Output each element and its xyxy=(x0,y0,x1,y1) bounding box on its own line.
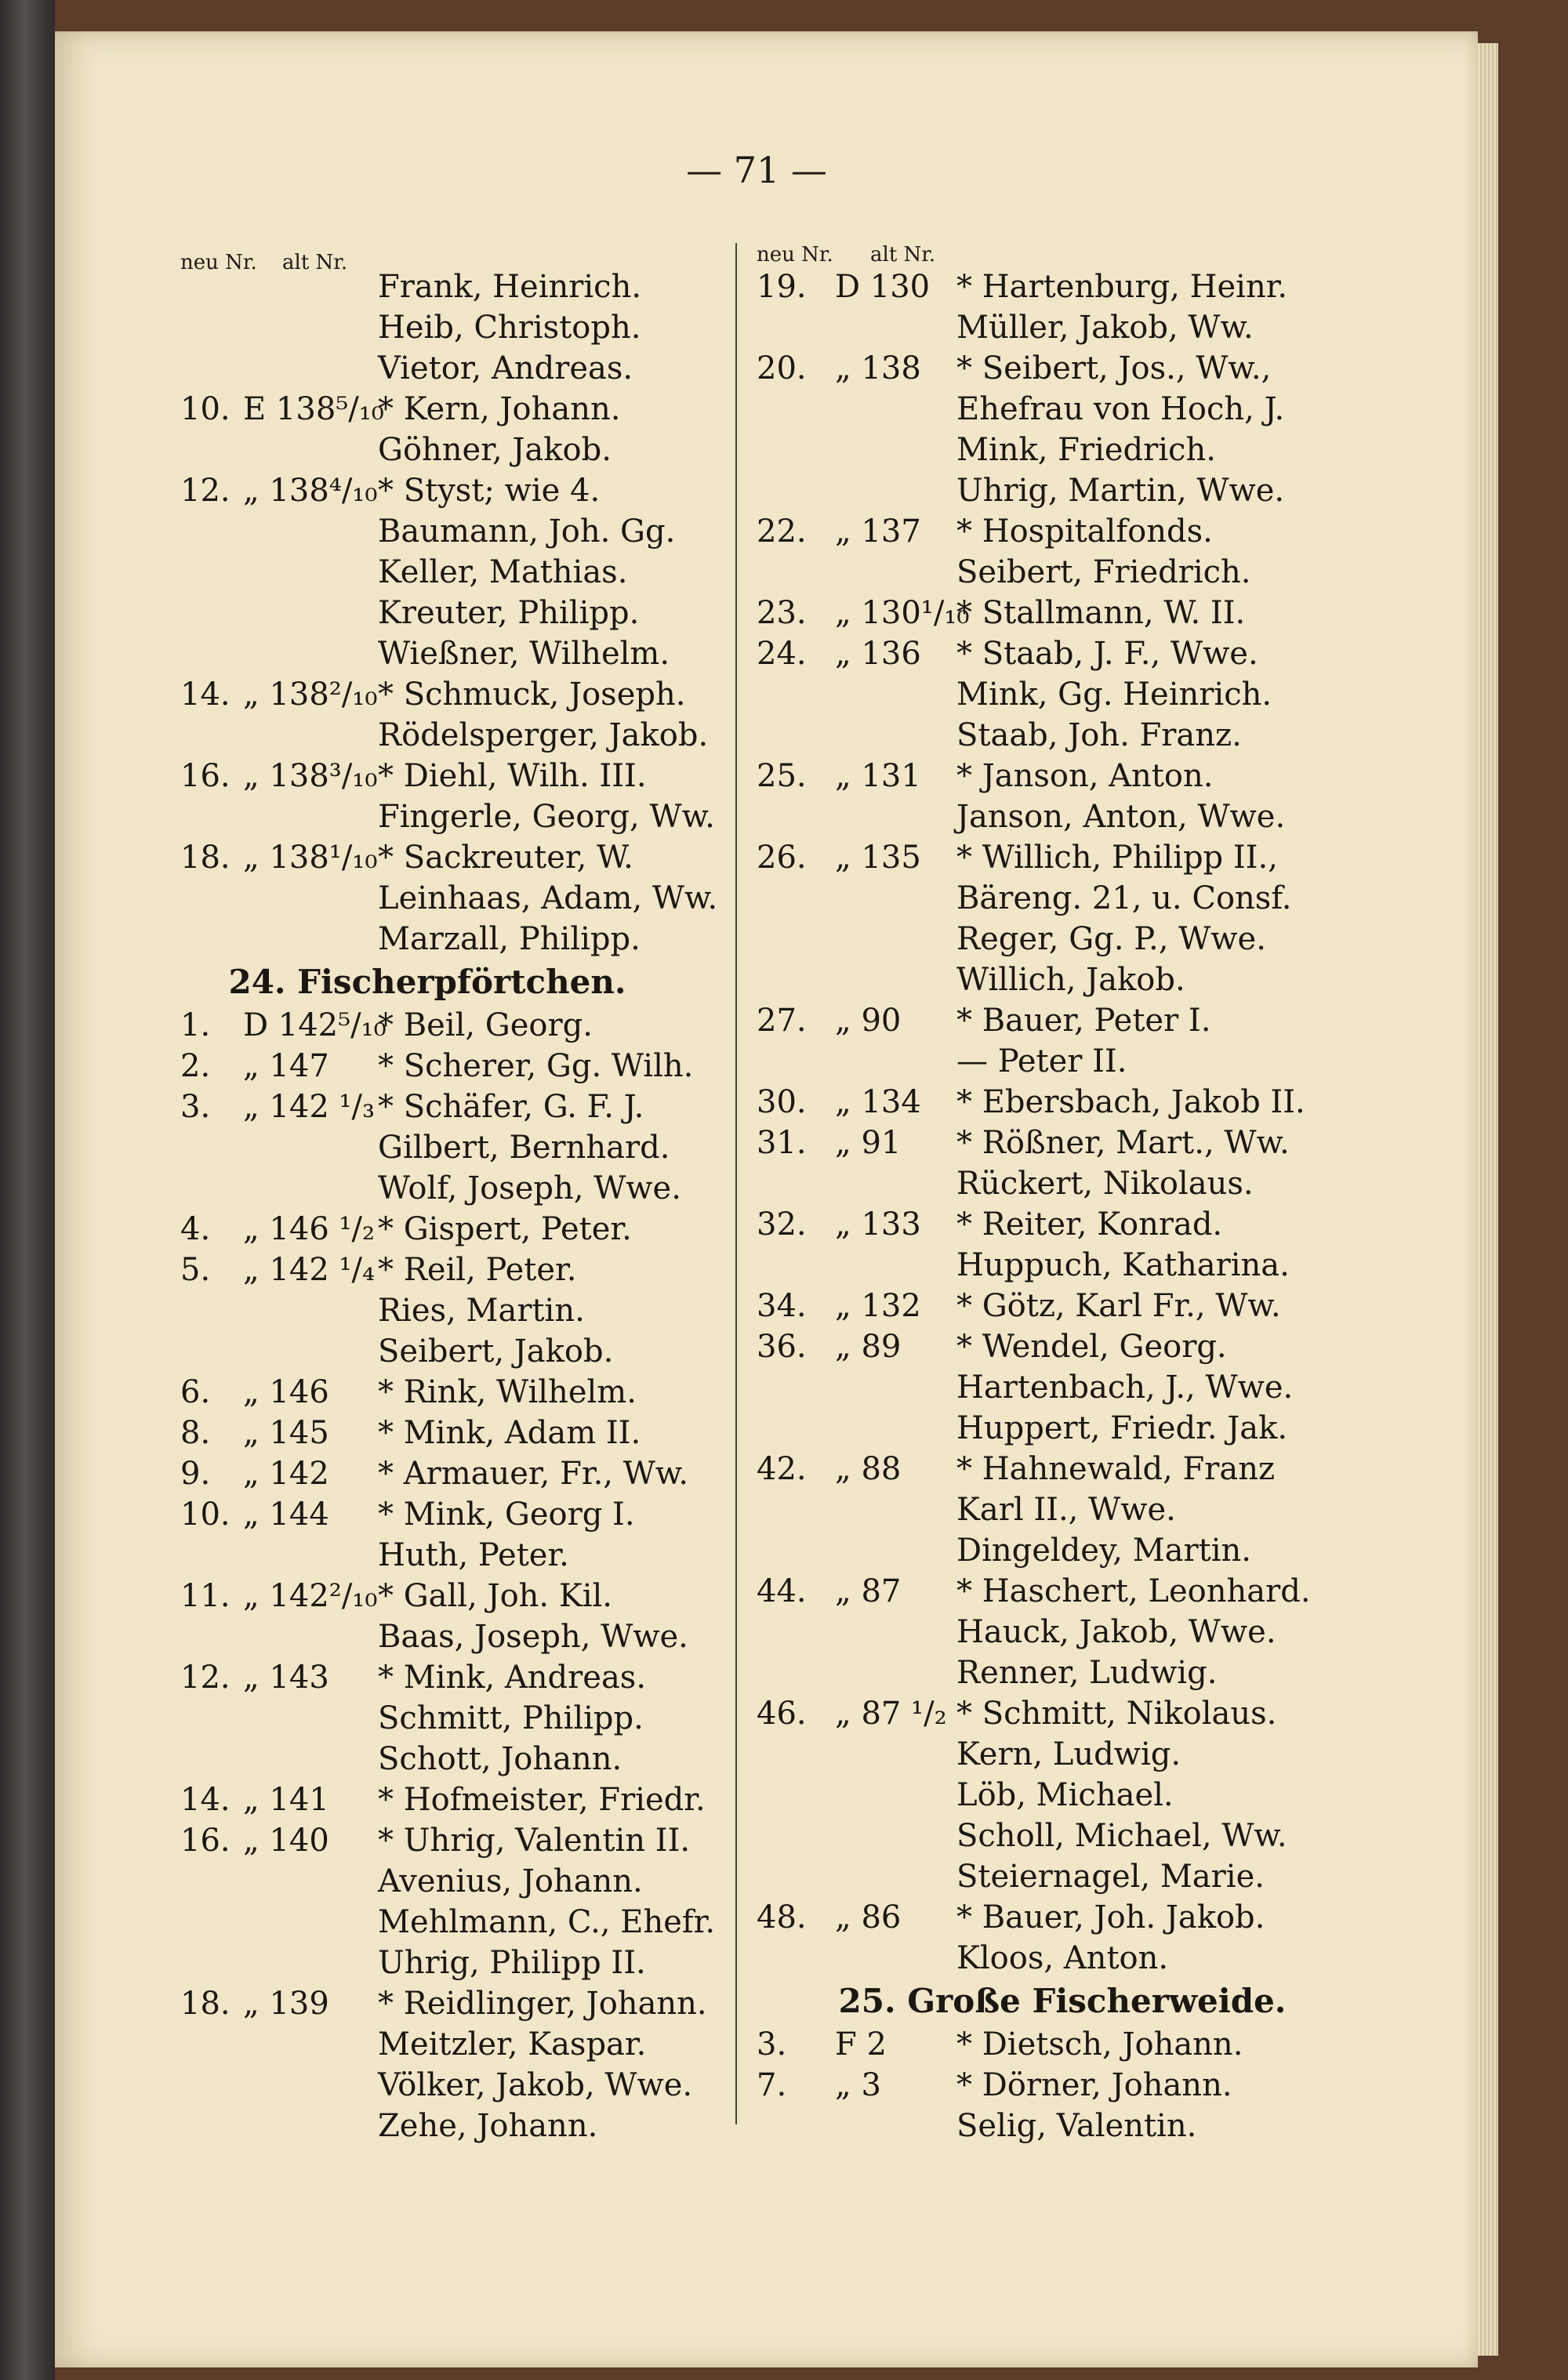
old-number: „ 3 xyxy=(835,2067,881,2103)
list-item xyxy=(125,593,729,633)
list-item xyxy=(125,430,729,470)
resident-name: Mehlmann, C., Ehefr. xyxy=(378,1904,716,1940)
resident-name: * Hahnewald, Franz xyxy=(956,1451,1276,1487)
old-number: „ 147 xyxy=(243,1048,329,1084)
resident-name: * Styst; wie 4. xyxy=(378,473,601,509)
new-number: 46. xyxy=(757,1696,807,1732)
resident-name: * Reil, Peter. xyxy=(378,1252,577,1288)
resident-name: * Dörner, Johann. xyxy=(956,2067,1232,2103)
list-item xyxy=(757,756,1368,796)
list-item xyxy=(125,470,729,511)
old-number: „ 142 ¹/₃ xyxy=(243,1089,376,1125)
list-item xyxy=(125,1290,729,1331)
list-item xyxy=(757,1326,1368,1367)
section-title: 25. Große Fischerweide. xyxy=(838,1982,1287,2020)
resident-name: * Ebersbach, Jakob II. xyxy=(956,1084,1305,1120)
list-item xyxy=(125,1087,729,1127)
list-item xyxy=(757,593,1368,633)
list-item xyxy=(125,1209,729,1250)
list-item xyxy=(757,2065,1368,2106)
list-item xyxy=(125,2065,729,2106)
new-number: 8. xyxy=(180,1415,211,1451)
section-title: 24. Fischerpförtchen. xyxy=(228,963,626,1001)
list-item xyxy=(125,919,729,960)
new-number: 30. xyxy=(757,1084,807,1120)
resident-name: Fingerle, Georg, Ww. xyxy=(378,799,715,835)
list-item xyxy=(125,715,729,756)
list-item xyxy=(757,1734,1368,1775)
right-column xyxy=(757,267,1368,2146)
list-item xyxy=(125,1331,729,1372)
list-item xyxy=(757,1286,1368,1326)
resident-name: Uhrig, Martin, Wwe. xyxy=(956,473,1285,509)
resident-name: * Schmuck, Joseph. xyxy=(378,677,686,713)
list-item xyxy=(757,307,1368,348)
list-item xyxy=(757,1408,1368,1449)
new-number: 34. xyxy=(757,1288,807,1324)
old-number: „ 138³/₁₀ xyxy=(243,758,378,794)
list-item xyxy=(125,552,729,593)
list-item xyxy=(757,1041,1368,1082)
old-number: „ 137 xyxy=(835,513,921,550)
list-item xyxy=(125,1902,729,1943)
resident-name: * Mink, Georg I. xyxy=(378,1497,635,1533)
resident-name: Staab, Joh. Franz. xyxy=(956,717,1242,753)
old-number: „ 145 xyxy=(243,1415,329,1451)
resident-name: Avenius, Johann. xyxy=(378,1863,643,1899)
list-item xyxy=(125,1983,729,2024)
column-divider xyxy=(735,243,737,2124)
resident-name: Willich, Jakob. xyxy=(956,962,1185,998)
right-header-new-number: neu Nr. xyxy=(757,243,833,267)
list-item xyxy=(757,552,1368,593)
old-number: „ 138 xyxy=(835,350,921,386)
list-item xyxy=(125,1453,729,1494)
old-number: D 130 xyxy=(835,269,931,305)
resident-name: Löb, Michael. xyxy=(956,1777,1174,1813)
resident-name: Mink, Gg. Heinrich. xyxy=(956,677,1272,713)
list-item xyxy=(125,511,729,552)
new-number: 42. xyxy=(757,1451,807,1487)
resident-name: Gilbert, Bernhard. xyxy=(378,1130,670,1166)
resident-name: Selig, Valentin. xyxy=(956,2108,1197,2144)
resident-name: Bäreng. 21, u. Consf. xyxy=(956,880,1292,916)
old-number: „ 144 xyxy=(243,1497,329,1533)
old-number: „ 90 xyxy=(835,1003,902,1039)
list-item xyxy=(757,2106,1368,2146)
resident-name: Keller, Mathias. xyxy=(378,554,628,590)
resident-name: * Stallmann, W. II. xyxy=(956,595,1246,631)
old-number: „ 91 xyxy=(835,1125,902,1161)
old-number: „ 138⁴/₁₀ xyxy=(243,473,378,509)
list-item xyxy=(125,1943,729,1983)
new-number: 5. xyxy=(180,1252,211,1288)
new-number: 25. xyxy=(757,758,807,794)
list-item xyxy=(757,1123,1368,1163)
new-number: 18. xyxy=(180,840,230,876)
page-number: — 71 — xyxy=(686,149,827,191)
new-number: 6. xyxy=(180,1374,211,1410)
resident-name: Schott, Johann. xyxy=(378,1741,622,1777)
old-number: „ 139 xyxy=(243,1986,329,2022)
resident-name: Müller, Jakob, Ww. xyxy=(956,310,1254,346)
list-item xyxy=(125,1861,729,1902)
resident-name: * Rößner, Mart., Ww. xyxy=(956,1125,1290,1161)
resident-name: Frank, Heinrich. xyxy=(378,269,642,305)
old-number: „ 140 xyxy=(243,1823,329,1859)
old-number: „ 89 xyxy=(835,1329,902,1365)
list-item xyxy=(125,878,729,919)
list-item xyxy=(125,2024,729,2065)
list-item xyxy=(125,267,729,307)
resident-name: * Gall, Joh. Kil. xyxy=(378,1578,613,1614)
resident-name: * Hospitalfonds. xyxy=(956,513,1213,550)
resident-name: * Scherer, Gg. Wilh. xyxy=(378,1048,694,1084)
list-item xyxy=(757,1163,1368,1204)
list-item xyxy=(125,1005,729,1046)
old-number: „ 142 xyxy=(243,1456,329,1492)
list-item xyxy=(757,1775,1368,1816)
list-item xyxy=(125,348,729,389)
new-number: 20. xyxy=(757,350,807,386)
new-number: 27. xyxy=(757,1003,807,1039)
old-number: „ 143 xyxy=(243,1660,329,1696)
resident-name: * Willich, Philipp II., xyxy=(956,840,1278,876)
list-item xyxy=(757,796,1368,837)
resident-name: Marzall, Philipp. xyxy=(378,921,641,957)
list-item xyxy=(757,511,1368,552)
old-number: „ 132 xyxy=(835,1288,921,1324)
list-item xyxy=(757,1530,1368,1571)
list-item xyxy=(125,307,729,348)
list-item xyxy=(125,674,729,715)
resident-name: * Hofmeister, Friedr. xyxy=(378,1782,706,1818)
list-item xyxy=(125,2106,729,2146)
resident-name: * Hartenburg, Heinr. xyxy=(956,269,1288,305)
resident-name: Steiernagel, Marie. xyxy=(956,1859,1265,1895)
list-item xyxy=(757,267,1368,307)
resident-name: * Uhrig, Valentin II. xyxy=(378,1823,691,1859)
list-item xyxy=(757,430,1368,470)
list-item xyxy=(757,389,1368,430)
resident-name: Dingeldey, Martin. xyxy=(956,1533,1251,1569)
list-item xyxy=(125,1413,729,1453)
resident-name: Seibert, Jakob. xyxy=(378,1333,614,1370)
old-number: „ 142²/₁₀ xyxy=(243,1578,378,1614)
list-item xyxy=(125,1616,729,1657)
list-item xyxy=(757,470,1368,511)
resident-name: Huppert, Friedr. Jak. xyxy=(956,1410,1288,1446)
list-item xyxy=(757,1816,1368,1856)
list-item xyxy=(125,796,729,837)
new-number: 14. xyxy=(180,1782,230,1818)
new-number: 36. xyxy=(757,1329,807,1365)
resident-name: Leinhaas, Adam, Ww. xyxy=(378,880,718,916)
list-item xyxy=(125,1657,729,1698)
list-item xyxy=(757,1000,1368,1041)
resident-name: * Schmitt, Nikolaus. xyxy=(956,1696,1277,1732)
list-item xyxy=(757,633,1368,674)
new-number: 12. xyxy=(180,473,230,509)
new-number: 48. xyxy=(757,1899,807,1936)
old-number: „ 133 xyxy=(835,1206,921,1243)
resident-name: * Beil, Georg. xyxy=(378,1007,593,1043)
list-item xyxy=(757,1897,1368,1938)
resident-name: Ries, Martin. xyxy=(378,1293,585,1329)
section-heading xyxy=(125,960,729,1005)
resident-name: Rückert, Nikolaus. xyxy=(956,1166,1254,1202)
list-item xyxy=(757,1653,1368,1693)
list-item xyxy=(757,1489,1368,1530)
list-item xyxy=(757,1693,1368,1734)
new-number: 23. xyxy=(757,595,807,631)
old-number: „ 142 ¹/₄ xyxy=(243,1252,376,1288)
list-item xyxy=(757,1082,1368,1123)
old-number: „ 136 xyxy=(835,636,921,672)
list-item xyxy=(757,837,1368,878)
resident-name: * Janson, Anton. xyxy=(956,758,1214,794)
list-item xyxy=(757,1856,1368,1897)
list-item xyxy=(757,1367,1368,1408)
old-number: „ 134 xyxy=(835,1084,921,1120)
new-number: 24. xyxy=(757,636,807,672)
left-column xyxy=(125,267,729,2146)
resident-name: * Armauer, Fr., Ww. xyxy=(378,1456,689,1492)
new-number: 44. xyxy=(757,1573,807,1609)
resident-name: * Reidlinger, Johann. xyxy=(378,1986,707,2022)
resident-name: * Sackreuter, W. xyxy=(378,840,633,876)
resident-name: Ehefrau von Hoch, J. xyxy=(956,391,1285,427)
resident-name: Vietor, Andreas. xyxy=(378,350,633,386)
list-item xyxy=(125,1168,729,1209)
old-number: „ 138²/₁₀ xyxy=(243,677,378,713)
new-number: 4. xyxy=(180,1211,211,1247)
resident-name: * Mink, Adam II. xyxy=(378,1415,641,1451)
list-item xyxy=(757,960,1368,1000)
resident-name: * Staab, J. F., Wwe. xyxy=(956,636,1258,672)
list-item xyxy=(125,1494,729,1535)
new-number: 31. xyxy=(757,1125,807,1161)
list-item xyxy=(757,1612,1368,1653)
new-number: 14. xyxy=(180,677,230,713)
new-number: 3. xyxy=(757,2026,787,2063)
right-header-old-number: alt Nr. xyxy=(870,243,936,267)
list-item xyxy=(125,1576,729,1616)
list-item xyxy=(125,1780,729,1820)
old-number: „ 146 ¹/₂ xyxy=(243,1211,376,1247)
new-number: 26. xyxy=(757,840,807,876)
resident-name: * Haschert, Leonhard. xyxy=(956,1573,1311,1609)
resident-name: * Bauer, Peter I. xyxy=(956,1003,1211,1039)
resident-name: Wießner, Wilhelm. xyxy=(378,636,670,672)
new-number: 7. xyxy=(757,2067,787,2103)
resident-name: * Seibert, Jos., Ww., xyxy=(956,350,1272,386)
resident-name: * Gispert, Peter. xyxy=(378,1211,632,1247)
list-item xyxy=(125,837,729,878)
resident-name: Kloos, Anton. xyxy=(956,1940,1169,1976)
resident-name: * Kern, Johann. xyxy=(378,391,621,427)
page-stack-edge xyxy=(1478,43,1498,2356)
list-item xyxy=(125,1127,729,1168)
list-item xyxy=(757,878,1368,919)
new-number: 19. xyxy=(757,269,807,305)
resident-name: Wolf, Joseph, Wwe. xyxy=(378,1170,681,1206)
new-number: 12. xyxy=(180,1660,230,1696)
resident-name: Uhrig, Philipp II. xyxy=(378,1945,646,1981)
new-number: 10. xyxy=(180,1497,230,1533)
resident-name: * Bauer, Joh. Jakob. xyxy=(956,1899,1265,1936)
resident-name: * Schäfer, G. F. J. xyxy=(378,1089,644,1125)
resident-name: Karl II., Wwe. xyxy=(956,1492,1176,1528)
resident-name: * Reiter, Konrad. xyxy=(956,1206,1223,1243)
resident-name: Seibert, Friedrich. xyxy=(956,554,1251,590)
resident-name: Baas, Joseph, Wwe. xyxy=(378,1619,688,1655)
list-item xyxy=(757,1571,1368,1612)
resident-name: * Rink, Wilhelm. xyxy=(378,1374,637,1410)
book-cover-edge xyxy=(0,0,55,2380)
resident-name: * Götz, Karl Fr., Ww. xyxy=(956,1288,1281,1324)
new-number: 32. xyxy=(757,1206,807,1243)
list-item xyxy=(125,1372,729,1413)
resident-name: * Dietsch, Johann. xyxy=(956,2026,1243,2063)
list-item xyxy=(125,633,729,674)
old-number: „ 141 xyxy=(243,1782,329,1818)
list-item xyxy=(125,1739,729,1780)
resident-name: Rödelsperger, Jakob. xyxy=(378,717,709,753)
resident-name: * Diehl, Wilh. III. xyxy=(378,758,647,794)
list-item xyxy=(757,1938,1368,1979)
list-item xyxy=(757,674,1368,715)
old-number: „ 138¹/₁₀ xyxy=(243,840,378,876)
old-number: „ 88 xyxy=(835,1451,902,1487)
resident-name: Schmitt, Philipp. xyxy=(378,1700,644,1736)
old-number: „ 131 xyxy=(835,758,921,794)
old-number: „ 146 xyxy=(243,1374,329,1410)
old-number: „ 130¹/₁₀ xyxy=(835,595,970,631)
resident-name: Heib, Christoph. xyxy=(378,310,641,346)
new-number: 10. xyxy=(180,391,230,427)
list-item xyxy=(757,2024,1368,2065)
new-number: 3. xyxy=(180,1089,211,1125)
resident-name: Renner, Ludwig. xyxy=(956,1655,1218,1691)
list-item xyxy=(757,348,1368,389)
resident-name: Hauck, Jakob, Wwe. xyxy=(956,1614,1276,1650)
new-number: 16. xyxy=(180,758,230,794)
list-item xyxy=(757,919,1368,960)
list-item xyxy=(757,1204,1368,1245)
resident-name: Hartenbach, J., Wwe. xyxy=(956,1370,1294,1406)
resident-name: Zehe, Johann. xyxy=(378,2108,598,2144)
old-number: F 2 xyxy=(835,2026,887,2063)
resident-name: Scholl, Michael, Ww. xyxy=(956,1818,1287,1854)
new-number: 16. xyxy=(180,1823,230,1859)
resident-name: Völker, Jakob, Wwe. xyxy=(378,2067,693,2103)
resident-name: Huth, Peter. xyxy=(378,1537,569,1573)
resident-name: Mink, Friedrich. xyxy=(956,432,1216,468)
resident-name: Kreuter, Philipp. xyxy=(378,595,640,631)
old-number: „ 86 xyxy=(835,1899,902,1936)
list-item xyxy=(757,1245,1368,1286)
list-item xyxy=(125,756,729,796)
old-number: D 142⁵/₁₀ xyxy=(243,1007,387,1043)
list-item xyxy=(125,1698,729,1739)
list-item xyxy=(125,1250,729,1290)
left-header-old-number: alt Nr. xyxy=(282,251,348,274)
new-number: 18. xyxy=(180,1986,230,2022)
new-number: 22. xyxy=(757,513,807,550)
resident-name: Huppuch, Katharina. xyxy=(956,1247,1290,1283)
old-number: E 138⁵/₁₀ xyxy=(243,391,384,427)
resident-name: * Mink, Andreas. xyxy=(378,1660,647,1696)
old-number: „ 135 xyxy=(835,840,921,876)
resident-name: Reger, Gg. P., Wwe. xyxy=(956,921,1266,957)
section-heading xyxy=(757,1979,1368,2024)
list-item xyxy=(757,1449,1368,1489)
list-item xyxy=(125,1046,729,1087)
old-number: „ 87 xyxy=(835,1573,902,1609)
list-item xyxy=(125,389,729,430)
resident-name: Baumann, Joh. Gg. xyxy=(378,513,676,550)
list-item xyxy=(125,1535,729,1576)
resident-name: Janson, Anton, Wwe. xyxy=(956,799,1286,835)
new-number: 1. xyxy=(180,1007,211,1043)
resident-name: Meitzler, Kaspar. xyxy=(378,2026,647,2063)
resident-name: — Peter II. xyxy=(956,1043,1127,1079)
list-item xyxy=(757,715,1368,756)
new-number: 9. xyxy=(180,1456,211,1492)
resident-name: Kern, Ludwig. xyxy=(956,1736,1181,1772)
new-number: 11. xyxy=(180,1578,230,1614)
old-number: „ 87 ¹/₂ xyxy=(835,1696,947,1732)
left-header-new-number: neu Nr. xyxy=(180,251,257,274)
list-item xyxy=(125,1820,729,1861)
resident-name: * Wendel, Georg. xyxy=(956,1329,1227,1365)
resident-name: Göhner, Jakob. xyxy=(378,432,612,468)
new-number: 2. xyxy=(180,1048,211,1084)
